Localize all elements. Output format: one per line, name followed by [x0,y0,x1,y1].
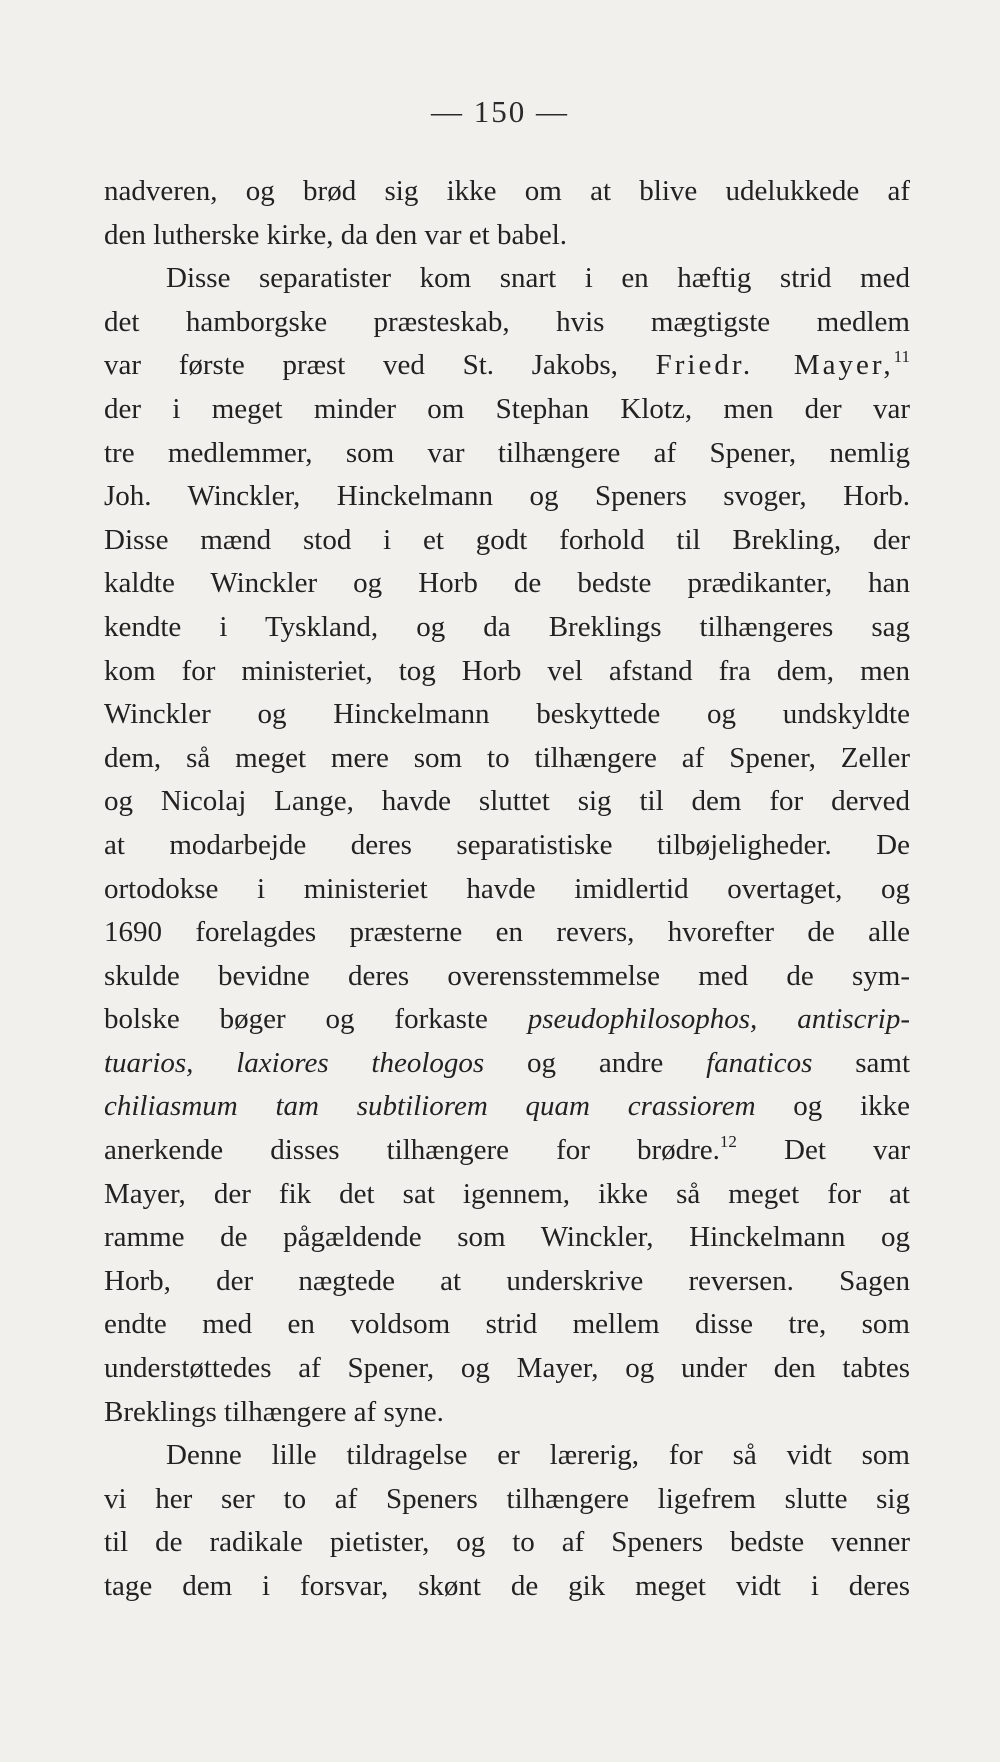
text-run: var første præst ved St. Jakobs, [104,349,656,382]
text-line [104,388,910,432]
text-run: dem, så meget mere som to tilhængere af Spener, Zeller [104,741,910,774]
text-line [104,824,910,868]
text-run: anerkende disses tilhængere for brødre. [104,1134,720,1167]
page-number: — 150 — [431,94,569,129]
text-run: og ikke [755,1090,910,1123]
text-line [104,650,910,694]
text-line [104,1565,910,1609]
text-line [104,1521,910,1565]
body-text [104,170,910,1609]
text-run: vi her ser to af Speners tilhængere ligefrem slutte sig [104,1482,910,1515]
text-line [104,1434,910,1478]
text-run: ortodokse i ministeriet havde imidlertid overtaget, og [104,872,910,905]
text-run: at modarbejde deres separatistiske tilbøjeligheder. De [104,828,910,861]
text-line [104,1085,910,1129]
text-run: tre medlemmer, som var tilhængere af Spener, nemlig [104,436,910,469]
text-line [104,214,910,258]
text-line [104,1303,910,1347]
text-line [104,1260,910,1304]
text-run: samt [812,1046,910,1079]
text-line [104,1173,910,1217]
text-line [104,955,910,999]
text-run: kom for ministeriet, tog Horb vel afstand fra dem, men [104,654,910,687]
text-line [104,1391,910,1435]
latin-phrase: chiliasmum tam subtiliorem quam crassiorem [104,1090,756,1123]
text-run: og Nicolaj Lange, havde sluttet sig til dem for derved [104,785,910,818]
text-run: kendte i Tyskland, og da Breklings tilhængeres sag [104,610,910,643]
text-run: der i meget minder om Stephan Klotz, men der var [104,392,910,425]
text-line [104,1042,910,1086]
text-line [104,780,910,824]
text-line [104,562,910,606]
text-run: Joh. Winckler, Hinckelmann og Speners svoger, Horb. [104,480,910,513]
text-run: den lutherske kirke, da den var et babel. [104,218,568,251]
text-run: endte med en voldsom strid mellem disse tre, som [104,1308,910,1341]
text-line [104,301,910,345]
latin-phrase: tuarios, laxiores theologos [104,1046,485,1079]
footnote-ref: 11 [893,347,910,367]
text-run: Winckler og Hinckelmann beskyttede og undskyldte [104,698,910,731]
text-line [104,475,910,519]
text-line [104,1129,910,1173]
text-line [104,1478,910,1522]
text-line [104,432,910,476]
latin-phrase: pseudophilosophos, antiscrip- [527,1003,910,1036]
text-line [104,344,910,388]
spaced-name: Friedr. Mayer, [655,349,894,382]
text-line [104,257,910,301]
text-run: skulde bevidne deres overensstemmelse med de sym- [104,959,910,992]
text-run: 1690 forelagdes præsterne en revers, hvorefter de alle [104,916,910,949]
text-run: bolske bøger og forkaste [104,1003,528,1036]
footnote-ref: 12 [719,1132,737,1152]
text-run: understøttedes af Spener, og Mayer, og under den tabtes [104,1352,910,1385]
text-line [104,1216,910,1260]
text-run: Mayer, der fik det sat igennem, ikke så meget for at [104,1177,910,1210]
text-run: Det var [736,1134,910,1167]
text-line [104,170,910,214]
text-run: til de radikale pietister, og to af Speners bedste venner [104,1526,910,1559]
text-line [104,693,910,737]
text-line [104,519,910,563]
text-line [104,1347,910,1391]
text-run: Disse mænd stod i et godt forhold til Brekling, der [104,523,910,556]
text-line [104,868,910,912]
text-run: Disse separatister kom snart i en hæftig strid med [166,262,910,295]
text-run: og andre [484,1046,707,1079]
text-run: Denne lille tildragelse er lærerig, for så vidt som [166,1439,910,1472]
text-line [104,911,910,955]
text-line [104,737,910,781]
text-run: Breklings tilhængere af syne. [104,1395,444,1428]
text-run: nadveren, og brød sig ikke om at blive udelukkede af [104,175,910,207]
text-run: det hamborgske præsteskab, hvis mægtigste medlem [104,305,910,338]
text-run: tage dem i forsvar, skønt de gik meget vidt i deres [104,1570,910,1602]
text-run: ramme de pågældende som Winckler, Hinckelmann og [104,1221,910,1254]
text-run: kaldte Winckler og Horb de bedste prædikanter, han [104,567,910,600]
text-line [104,606,910,650]
latin-phrase: fanaticos [706,1046,813,1079]
text-run: Horb, der nægtede at underskrive reversen. Sagen [104,1264,910,1297]
text-line [104,998,910,1042]
